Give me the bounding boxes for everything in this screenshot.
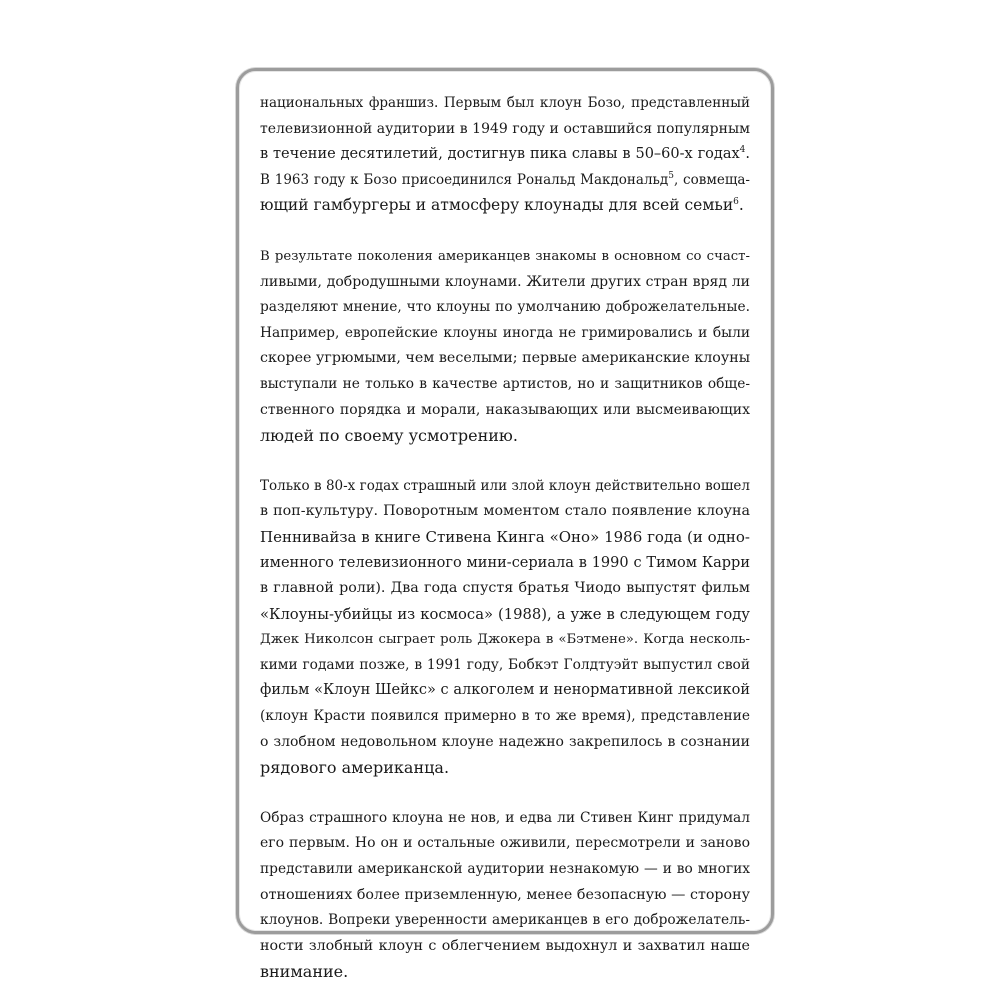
- text-line: выступали не только в качестве артистов, но и защитников обще-: [260, 375, 750, 392]
- text-line: ности злобный клоун с облегчением выдохнул и захватил наше: [260, 937, 750, 954]
- text-line: клоунов. Вопреки уверенности американцев в его доброжелатель-: [260, 912, 750, 929]
- footnote-ref: 5: [668, 170, 674, 181]
- text-line: кими годами позже, в 1991 году, Бобкэт Голдтуэйт выпустил свой: [260, 656, 750, 673]
- text-line: внимание.: [260, 962, 349, 982]
- footnote-ref: 6: [733, 197, 739, 208]
- text-line: Например, европейские клоуны иногда не гримировались и были: [260, 324, 750, 341]
- text-line: (клоун Красти появился примерно в то же время), представление: [260, 708, 750, 725]
- text-line: телевизионной аудитории в 1949 году и оставшийся популярным: [260, 120, 750, 137]
- text-line: Только в 80-х годах страшный или злой клоун действительно вошел: [260, 477, 750, 494]
- text-line: ственного порядка и морали, наказывающих или высмеивающих: [260, 401, 750, 418]
- text-fragment: .: [745, 146, 750, 163]
- text-line: национальных франшиз. Первым был клоун Бозо, представленный: [260, 95, 750, 111]
- text-line: Пеннивайза в книге Стивена Кинга «Оно» 1986 года (и одно-: [260, 527, 750, 546]
- text-line: ливыми, добродушными клоунами. Жители других стран вряд ли: [260, 273, 750, 290]
- text-line: о злобном недовольном клоуне надежно закрепилось в сознании: [260, 733, 750, 750]
- page-text: [260, 91, 750, 985]
- text-line: именного телевизионного мини-сериала в 1990 с Тимом Карри: [260, 554, 750, 571]
- text-line: в поп-культуру. Поворотным моментом стало появление клоуна: [260, 503, 750, 520]
- text-line: разделяют мнение, что клоуны по умолчанию доброжелательные.: [260, 299, 750, 316]
- text-line: В результате поколения американцев знакомы в основном со счаст-: [260, 248, 750, 264]
- text-fragment: , совмеща-: [673, 171, 750, 188]
- text-line: рядового американца.: [260, 758, 450, 778]
- text-fragment: ющий гамбургеры и атмосферу клоунады для всей семьи: [260, 196, 734, 215]
- text-line: представили американской аудитории незнакомую — и во многих: [260, 861, 750, 878]
- text-line: его первым. Но он и остальные оживили, пересмотрели и заново: [260, 835, 750, 852]
- text-line: Джек Николсон сыграет роль Джокера в «Бэтмене». Когда несколь-: [260, 632, 750, 648]
- text-line: людей по своему усмотрению.: [260, 426, 518, 446]
- text-fragment: В 1963 году к Бозо присоединился Рональд Макдональд: [260, 171, 669, 188]
- text-line: «Клоуны-убийцы из космоса» (1988), а уже в следующем году: [260, 605, 750, 623]
- text-line: скорее угрюмыми, чем веселыми; первые американские клоуны: [260, 350, 751, 367]
- text-line: фильм «Клоун Шейкс» с алкоголем и ненормативной лексикой: [260, 682, 750, 699]
- text-line: [260, 168, 750, 194]
- text-line: Образ страшного клоуна не нов, и едва ли Стивен Кинг придумал: [260, 809, 750, 826]
- text-line: отношениях более приземленную, менее безопасную — сторону: [260, 886, 750, 903]
- footnote-ref: 4: [739, 145, 746, 156]
- paragraph-3: [260, 474, 750, 781]
- text-line: ющий гамбургеры и атмосферу клоунады для всей семьи$^6$.: [260, 196, 744, 215]
- text-line: [260, 142, 750, 168]
- paragraph-2: [260, 244, 750, 449]
- paragraph-1: [260, 91, 750, 219]
- text-line: в главной роли). Два года спустя братья Чиодо выпустят фильм: [260, 580, 750, 597]
- paragraph-4: [260, 806, 750, 985]
- text-fragment: в течение десятилетий, достигнув пика славы в 50–60-х годах: [260, 146, 740, 163]
